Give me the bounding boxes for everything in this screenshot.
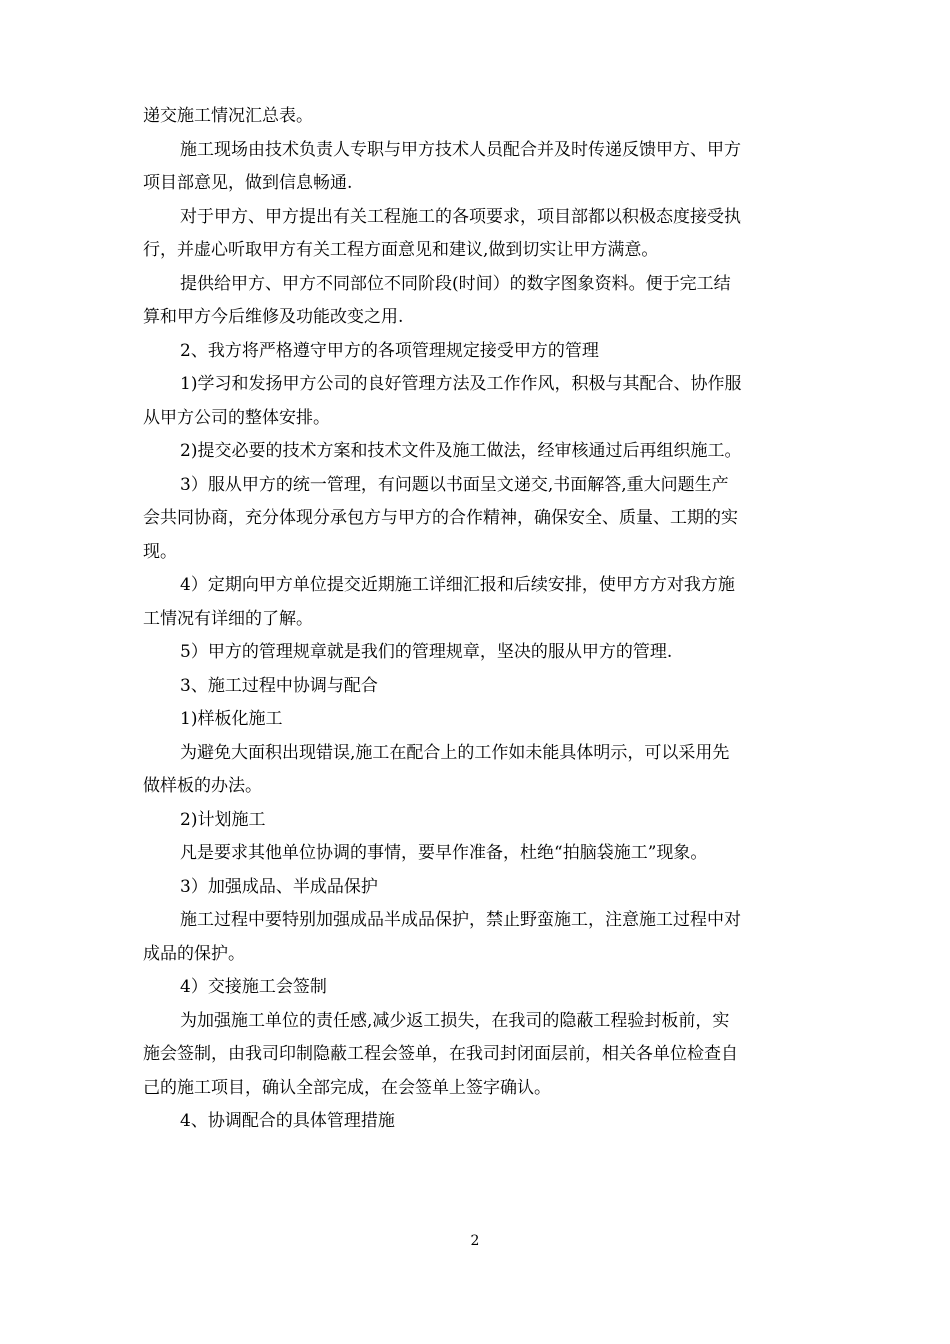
text-line: 递交施工情况汇总表。: [143, 106, 313, 126]
text-line: 成品的保护。: [143, 943, 245, 964]
text-line: 会共同协商，充分体现分承包方与甲方的合作精神，确保安全、质量、工期的实: [143, 508, 738, 528]
text-line: 施工现场由技术负责人专职与甲方技术人员配合并及时传递反馈甲方、甲方: [180, 139, 741, 160]
text-line: 为避免大面积出现错误,施工在配合上的工作如未能具体明示，可以采用先: [180, 742, 730, 763]
document-body: [143, 100, 808, 1139]
text-line: 3）服从甲方的统一管理，有问题以书面呈文递交,书面解答,重大问题生产: [180, 474, 729, 495]
text-line: 行，并虚心听取甲方有关工程方面意见和建议,做到切实让甲方满意。: [143, 240, 659, 260]
text-line: 施工过程中要特别加强成品半成品保护，禁止野蛮施工，注意施工过程中对: [180, 910, 741, 930]
text-line: 己的施工项目，确认全部完成，在会签单上签字确认。: [143, 1077, 551, 1098]
text-line: 5）甲方的管理规章就是我们的管理规章，坚决的服从甲方的管理.: [180, 642, 673, 662]
text-line: 现。: [143, 541, 177, 562]
text-line: 工情况有详细的了解。: [143, 608, 313, 629]
text-line: 2)提交必要的技术方案和技术文件及施工做法，经审核通过后再组织施工。: [180, 441, 742, 461]
text-line: 4）定期向甲方单位提交近期施工详细汇报和后续安排，使甲方方对我方施: [180, 575, 735, 595]
text-line: 提供给甲方、甲方不同部位不同阶段(时间）的数字图象资料。便于完工结: [180, 273, 731, 294]
text-line: 算和甲方今后维修及功能改变之用.: [143, 307, 404, 327]
subsection-heading: 2)计划施工: [180, 809, 266, 830]
subsection-heading: 3）加强成品、半成品保护: [180, 876, 378, 897]
text-line: 1)学习和发扬甲方公司的良好管理方法及工作作风，积极与其配合、协作服: [180, 374, 742, 394]
subsection-heading: 1)样板化施工: [180, 709, 283, 729]
text-line: 凡是要求其他单位协调的事情，要早作准备，杜绝“拍脑袋施工”现象。: [180, 843, 708, 863]
text-line: 做样板的办法。: [143, 776, 262, 796]
text-line: 施会签制，由我司印制隐蔽工程会签单，在我司封闭面层前，相关各单位检查自: [143, 1044, 738, 1064]
text-line: 项目部意见，做到信息畅通.: [143, 173, 353, 193]
section-heading: 2、我方将严格遵守甲方的各项管理规定接受甲方的管理: [180, 340, 599, 361]
text-line: 从甲方公司的整体安排。: [143, 407, 330, 428]
section-heading: 4、协调配合的具体管理措施: [180, 1111, 395, 1131]
text-line: 对于甲方、甲方提出有关工程施工的各项要求，项目部都以积极态度接受执: [180, 206, 741, 227]
subsection-heading: 4）交接施工会签制: [180, 977, 327, 997]
text-line: 为加强施工单位的责任感,减少返工损失，在我司的隐蔽工程验封板前，实: [180, 1010, 730, 1031]
section-heading: 3、施工过程中协调与配合: [180, 675, 378, 696]
page-number: 2: [470, 1233, 480, 1249]
